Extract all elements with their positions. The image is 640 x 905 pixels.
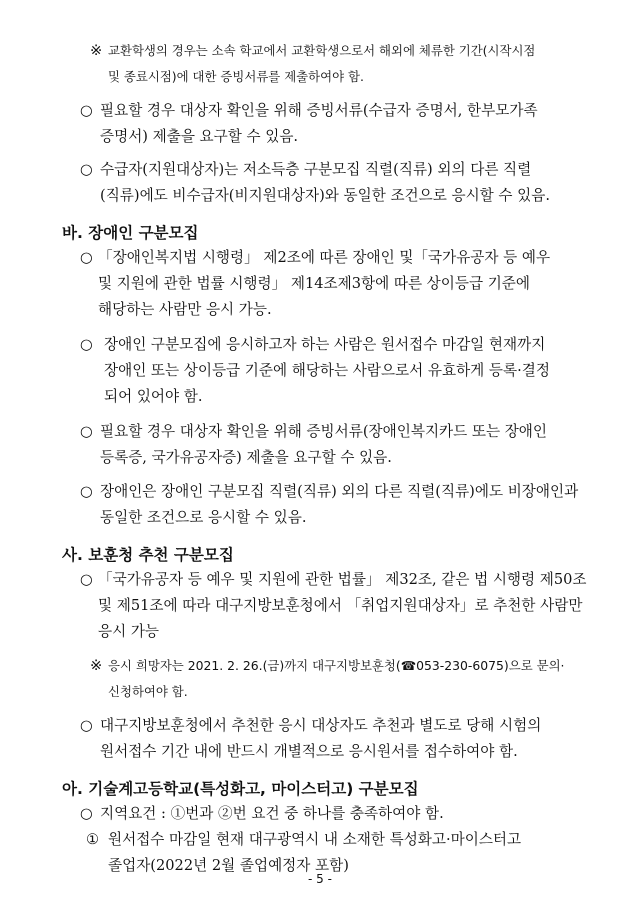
ba-bullet-4-line-2: 동일한 조건으로 응시할 수 있음. (100, 509, 307, 526)
bullet-mark: ○ (80, 102, 93, 119)
intro-recipient-line-2: (직류)에도 비수급자(비지원대상자)와 동일한 조건으로 응시할 수 있음. (100, 187, 550, 204)
ba-bullet-4-line-1: 장애인은 장애인 구분모집 직렬(직류) 외의 다른 직렬(직류)에도 비장애인과 (100, 483, 579, 500)
ba-bullet-1-line-3: 해당하는 사람만 응시 가능. (98, 301, 272, 318)
bullet-mark: ○ (80, 571, 93, 588)
bullet-mark: ○ (80, 423, 93, 440)
section-ba-title: 바. 장애인 구분모집 (62, 224, 199, 242)
sa-bullet-1-line-3: 응시 가능 (98, 623, 160, 640)
bullet-mark: ○ (80, 249, 93, 266)
section-a-title: 아. 기술계고등학교(특성화고, 마이스터고) 구분모집 (62, 780, 419, 798)
bullet-mark: ○ (80, 717, 93, 734)
bullet-mark: ○ (80, 161, 93, 178)
sa-bullet-1-line-1: 「국가유공자 등 예우 및 지원에 관한 법률」 제32조, 같은 법 시행령 제50조 (98, 571, 587, 588)
sa-bullet-2-line-2: 원서접수 기간 내에 반드시 개별적으로 응시원서를 접수하여야 함. (100, 743, 518, 760)
note-mark: ※ (90, 42, 103, 59)
circled-number-one: ① (86, 831, 100, 848)
section-sa-title: 사. 보훈청 추천 구분모집 (62, 546, 234, 564)
ba-bullet-3-line-1: 필요할 경우 대상자 확인을 위해 증빙서류(장애인복지카드 또는 장애인 (100, 423, 547, 440)
intro-docs-line-2: 증명서) 제출을 요구할 수 있음. (100, 128, 299, 145)
a-bullet-1: 지역요건 : ①번과 ②번 요건 중 하나를 충족하여야 함. (100, 805, 444, 822)
note-exchange-line-2: 및 종료시점)에 대한 증빙서류를 제출하여야 함. (108, 69, 364, 84)
bullet-mark: ○ (80, 336, 93, 353)
intro-recipient-line-1: 수급자(지원대상자)는 저소득층 구분모집 직렬(직류) 외의 다른 직렬 (100, 161, 532, 178)
bullet-mark: ○ (80, 805, 93, 822)
sa-bullet-2-line-1: 대구지방보훈청에서 추천한 응시 대상자도 추천과 별도로 당해 시험의 (100, 717, 542, 734)
bullet-mark: ○ (80, 483, 93, 500)
sa-note-line-2: 신청하여야 함. (108, 684, 188, 699)
ba-bullet-3-line-2: 등록증, 국가유공자증) 제출을 요구할 수 있음. (100, 449, 392, 466)
ba-bullet-2-line-3: 되어 있어야 함. (104, 388, 203, 405)
a-item-1-line-1: 원서접수 마감일 현재 대구광역시 내 소재한 특성화고·마이스터고 (108, 831, 522, 848)
intro-docs-line-1: 필요할 경우 대상자 확인을 위해 증빙서류(수급자 증명서, 한부모가족 (100, 102, 538, 119)
a-item-1-line-2: 졸업자(2022년 2월 졸업예정자 포함) (108, 857, 349, 874)
ba-bullet-1-line-1: 「장애인복지법 시행령」 제2조에 따른 장애인 및「국가유공자 등 예우 (98, 249, 551, 266)
sa-bullet-1-line-2: 및 제51조에 따라 대구지방보훈청에서 「취업지원대상자」로 추천한 사람만 (98, 597, 583, 614)
ba-bullet-2-line-2: 장애인 또는 상이등급 기준에 해당하는 사람으로서 유효하게 등록·결정 (104, 362, 550, 379)
sa-note-line-1: 응시 희망자는 2021. 2. 26.(금)까지 대구지방보훈청(☎053-230-6075)으로 문의· (108, 658, 565, 673)
note-mark: ※ (90, 657, 103, 674)
ba-bullet-2-line-1: 장애인 구분모집에 응시하고자 하는 사람은 원서접수 마감일 현재까지 (104, 336, 546, 353)
page-number: - 5 - (308, 872, 332, 886)
ba-bullet-1-line-2: 및 지원에 관한 법률 시행령」 제14조제3항에 따른 상이등급 기준에 (98, 275, 531, 292)
note-exchange-line-1: 교환학생의 경우는 소속 학교에서 교환학생으로서 해외에 체류한 기간(시작시점 (108, 43, 536, 58)
